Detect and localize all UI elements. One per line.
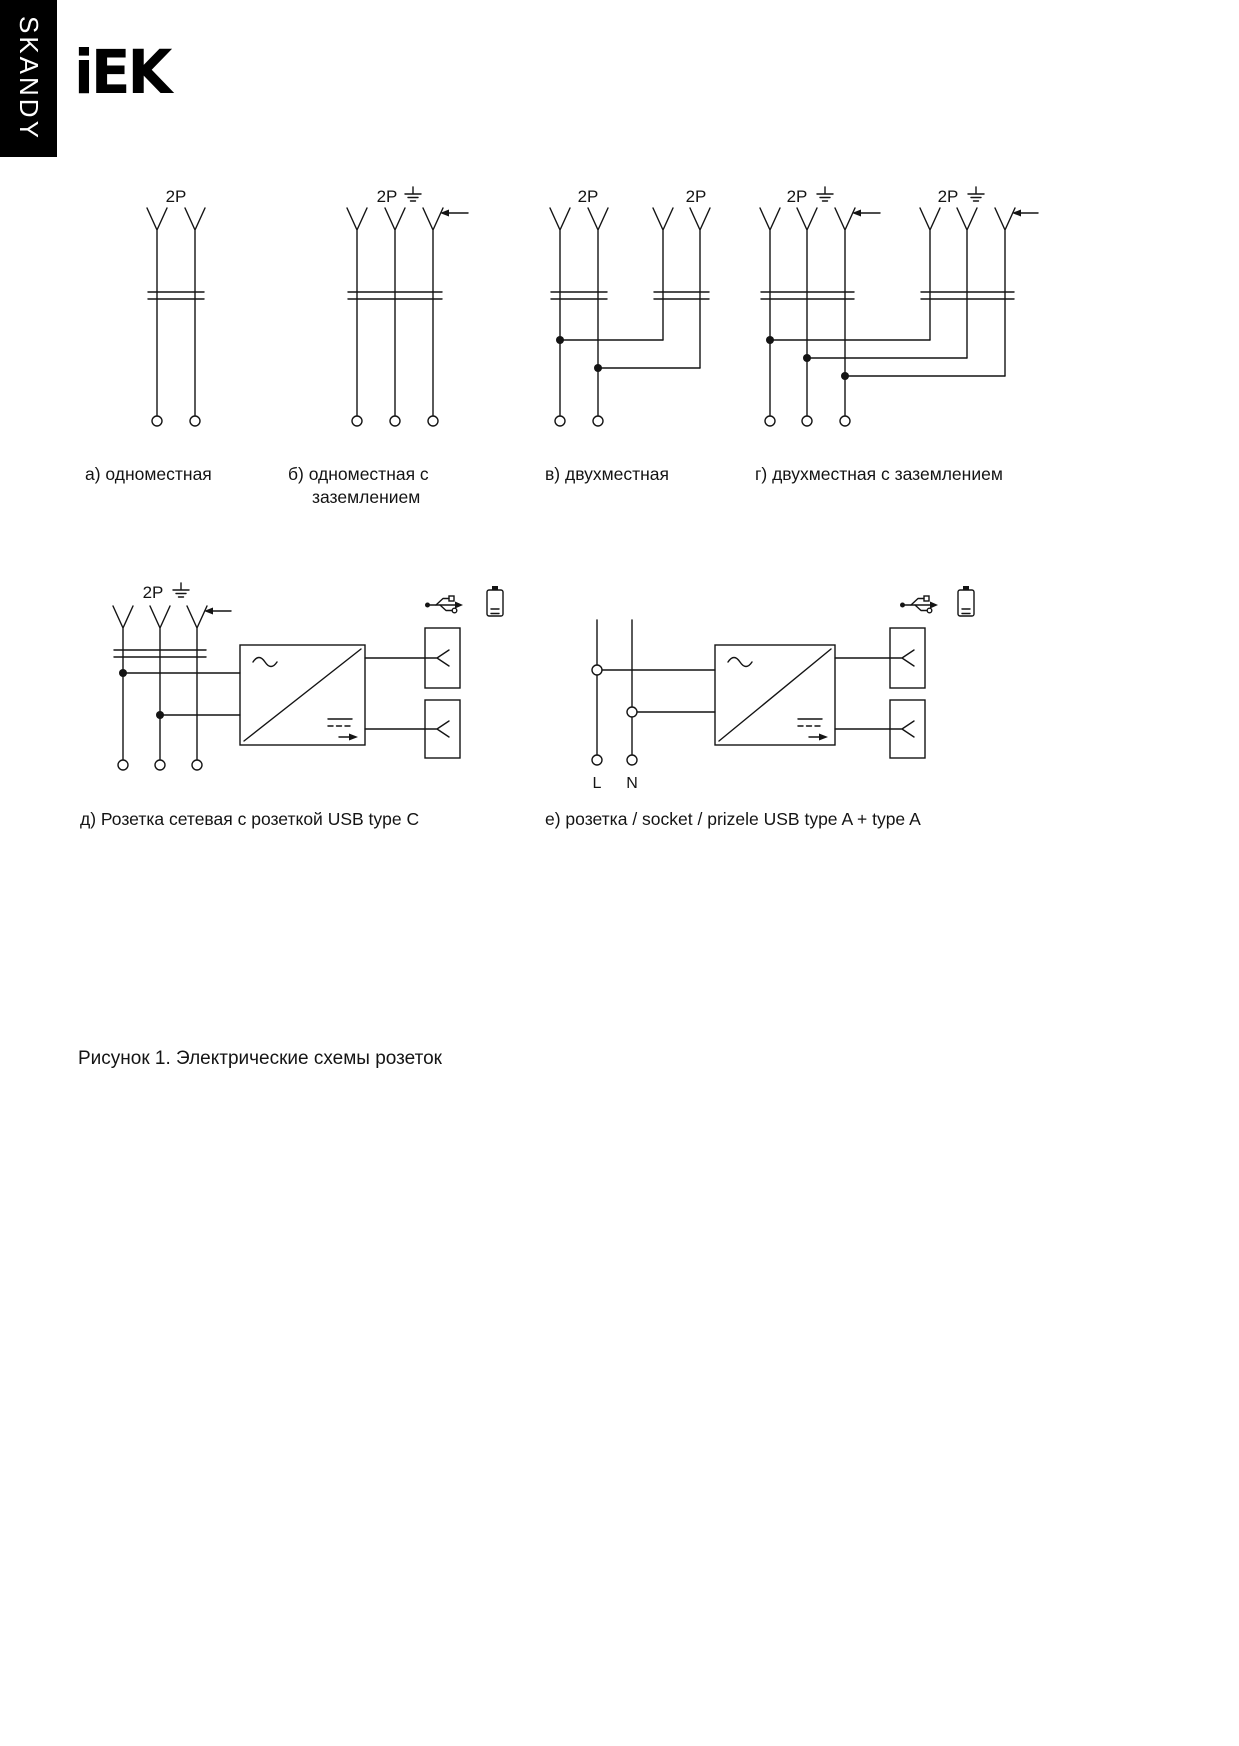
- caption-v: в) двухместная: [545, 464, 670, 484]
- diagram-e-schematic: [540, 580, 985, 800]
- output-wiring: [835, 658, 890, 729]
- terminal: [592, 665, 602, 675]
- terminal: [555, 416, 565, 426]
- earth-icon: [968, 187, 984, 201]
- socket-symbol-left: [550, 208, 608, 416]
- pole-label: 2P: [165, 187, 187, 206]
- diagram-b-schematic: [330, 180, 480, 440]
- parallel-wiring: [556, 336, 700, 372]
- output-wiring: [365, 658, 425, 729]
- battery-icon: [487, 586, 503, 616]
- pole-label: 2P: [376, 187, 398, 206]
- caption-b-line2: заземлением: [312, 487, 421, 507]
- terminal: [118, 760, 128, 770]
- earth-icon: [405, 187, 421, 201]
- diagram-d-schematic: [95, 580, 515, 800]
- input-wiring: [119, 669, 240, 719]
- neutral-label: N: [626, 775, 638, 792]
- caption-g: г) двухместная с заземлением: [755, 464, 1003, 484]
- usb-icon: [900, 596, 938, 613]
- series-label: SKANDY: [14, 16, 44, 141]
- pole-label: 2P: [685, 187, 707, 206]
- pole-label: 2P: [577, 187, 599, 206]
- terminal: [593, 416, 603, 426]
- terminal: [192, 760, 202, 770]
- terminal: [428, 416, 438, 426]
- socket-symbol: [147, 208, 205, 416]
- earth-arrow: [852, 210, 880, 217]
- mains-input: [592, 620, 715, 765]
- usb-icon: [425, 596, 463, 613]
- usb-socket: [890, 700, 925, 758]
- terminal: [352, 416, 362, 426]
- terminal: [627, 755, 637, 765]
- earth-icon: [817, 187, 833, 201]
- terminal: [152, 416, 162, 426]
- pole-label: 2P: [142, 583, 164, 602]
- terminal: [592, 755, 602, 765]
- pole-label: 2P: [937, 187, 959, 206]
- terminal: [190, 416, 200, 426]
- socket-symbol: [347, 208, 443, 416]
- earth-arrow: [204, 608, 231, 615]
- output-arrow: [349, 734, 358, 741]
- parallel-wiring: [766, 336, 1005, 380]
- pole-label: 2P: [786, 187, 808, 206]
- terminal: [840, 416, 850, 426]
- output-arrow: [819, 734, 828, 741]
- socket-symbol: [113, 606, 207, 760]
- diagram-v-schematic: [530, 180, 730, 440]
- junction-dot: [556, 336, 564, 344]
- ac-wave-icon: [728, 658, 752, 667]
- junction-dot: [803, 354, 811, 362]
- junction-dot: [766, 336, 774, 344]
- caption-a: а) одноместная: [85, 464, 212, 484]
- earth-icon: [173, 583, 189, 597]
- caption-d: д) Розетка сетевая с розеткой USB type C: [80, 809, 420, 829]
- brand-logo: iEK: [74, 36, 170, 108]
- socket-symbol-left: [760, 208, 855, 416]
- earth-arrow: [440, 210, 468, 217]
- terminal: [155, 760, 165, 770]
- junction-dot: [841, 372, 849, 380]
- usb-socket: [425, 700, 460, 758]
- junction-dot: [119, 669, 127, 677]
- socket-symbol-right: [920, 208, 1015, 376]
- usb-socket: [425, 628, 460, 688]
- junction-dot: [156, 711, 164, 719]
- figure-caption: Рисунок 1. Электрические схемы розеток: [78, 1048, 442, 1069]
- diagram-g-schematic: [740, 180, 1040, 440]
- socket-symbol-right: [653, 208, 710, 368]
- caption-e: е) розетка / socket / prizele USB type A + type A: [545, 809, 921, 829]
- caption-b-line1: б) одноместная с: [288, 464, 429, 484]
- psu-converter-box: [715, 645, 835, 745]
- ac-wave-icon: [253, 658, 277, 667]
- diagram-a-schematic: [110, 180, 240, 440]
- line-label: L: [592, 775, 602, 792]
- usb-socket: [890, 628, 925, 688]
- earth-arrow: [1012, 210, 1038, 217]
- terminal: [765, 416, 775, 426]
- terminal: [802, 416, 812, 426]
- terminal: [627, 707, 637, 717]
- battery-icon: [958, 586, 974, 616]
- series-tab: [0, 0, 57, 157]
- psu-converter-box: [240, 645, 365, 745]
- terminal: [390, 416, 400, 426]
- junction-dot: [594, 364, 602, 372]
